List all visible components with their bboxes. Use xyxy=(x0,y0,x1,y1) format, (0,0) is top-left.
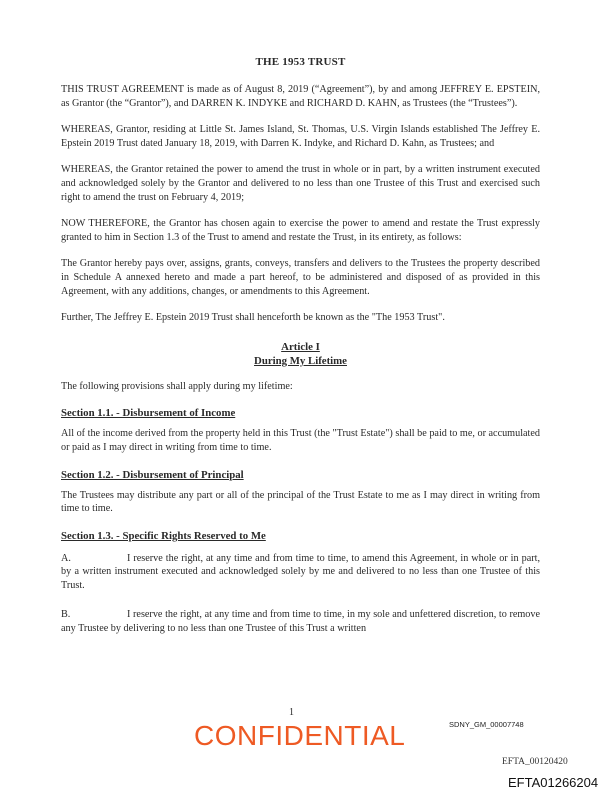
section-1-1-heading: Section 1.1. - Disbursement of Income xyxy=(61,407,236,420)
article-heading xyxy=(61,340,540,368)
article-name: During My Lifetime xyxy=(254,354,347,367)
item-a-label: A. xyxy=(61,552,71,564)
item-a-text: I reserve the right, at any time and from time to time, to amend this Agreement, in whole or in part, by a written instrument executed and acknowledged solely by me and delivered to no less than one Trustee of this Trust. xyxy=(61,552,540,591)
section-1-2-text: The Trustees may distribute any part or all of the principal of the Trust Estate to me as I may direct in writing from time to time. xyxy=(61,489,540,515)
section-1-3-item-b xyxy=(61,608,540,635)
item-b-label: B. xyxy=(61,609,71,621)
page-number: 1 xyxy=(289,707,294,718)
document-title: THE 1953 TRUST xyxy=(255,56,346,68)
paragraph-now-therefore: NOW THEREFORE, the Grantor has chosen again to exercise the power to amend and restate the Trust expressly granted to him in Section 1.3 of the Trust to amend and restate the Trust, in its entirety, as follows: xyxy=(61,218,540,243)
section-1-1-text: All of the income derived from the property held in this Trust (the "Trust Estate") shall be paid to me, or accumulated or paid as I may direct in writing from time to time. xyxy=(61,428,540,453)
bates-number: SDNY_GM_00007748 xyxy=(449,720,524,729)
paragraph-whereas-2: WHEREAS, the Grantor retained the power to amend the trust in whole or in part, by a written instrument executed and acknowledged solely by the Grantor and delivered to no less than one Trustee of this Trust and exercised such right to amend the trust on February 4, 2019; xyxy=(61,164,540,203)
section-1-2-heading: Section 1.2. - Disbursement of Principal xyxy=(61,468,244,481)
section-1-3-item-a xyxy=(61,552,540,593)
paragraph-conveyance: The Grantor hereby pays over, assigns, grants, conveys, transfers and delivers to the Trustees the property described in Schedule A annexed hereto and made a part hereof, to be administered and disposed of as provided in this Agreement, with any additions, changes, or amendments to this Agreement. xyxy=(61,258,540,297)
efta-number-small: EFTA_00120420 xyxy=(502,757,568,767)
confidential-stamp: CONFIDENTIAL xyxy=(194,720,406,751)
article-number: Article I xyxy=(281,340,320,353)
document-body xyxy=(61,56,540,649)
paragraph-whereas-1: WHEREAS, Grantor, residing at Little St. James Island, St. Thomas, U.S. Virgin Islands established The Jeffrey E. Epstein 2019 Trust dated January 18, 2019, with Darren K. Indyke, and Richard D. Kahn, as Trustees; and xyxy=(61,124,540,149)
efta-number-large: EFTA01266204 xyxy=(508,775,599,790)
section-1-3-heading: Section 1.3. - Specific Rights Reserved to Me xyxy=(61,529,266,542)
paragraph-agreement: THIS TRUST AGREEMENT is made as of August 8, 2019 (“Agreement”), by and among JEFFREY E. EPSTEIN, as Grantor (the “Grantor”), and DARREN K. INDYKE and RICHARD D. KAHN, as Trustees (the “Trustees”). xyxy=(61,84,540,109)
article-intro: The following provisions shall apply during my lifetime: xyxy=(61,380,293,392)
item-b-text: I reserve the right, at any time and from time to time, in my sole and unfettered discretion, to remove any Trustee by delivering to no less than one Trustee of this Trust a written xyxy=(61,609,540,635)
paragraph-renaming: Further, The Jeffrey E. Epstein 2019 Trust shall henceforth be known as the "The 1953 Trust". xyxy=(61,312,445,324)
